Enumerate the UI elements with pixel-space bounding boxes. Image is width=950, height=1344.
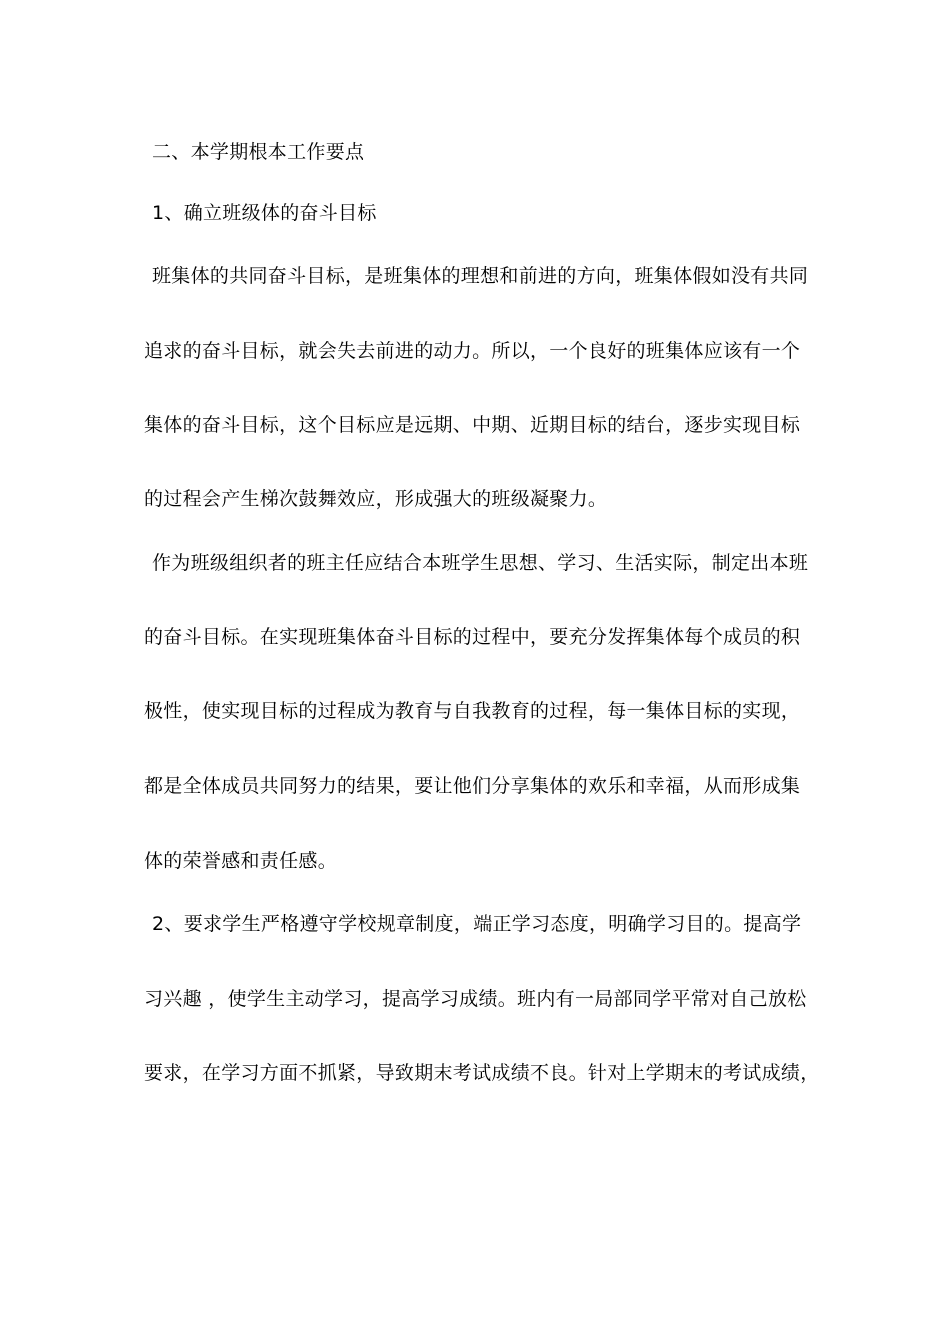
paragraph2-line1: 作为班级组织者的班主任应结合本班学生思想、学习、生活实际，制定出本班: [152, 552, 809, 574]
paragraph3-line2: 习兴趣 ，使学生主动学习，提高学习成绩。班内有一局部同学平常对自己放松: [144, 988, 807, 1010]
paragraph3-line1: 2、要求学生严格遵守学校规章制度，端正学习态度，明确学习目的。提高学: [152, 913, 802, 935]
paragraph1-line1: 班集体的共同奋斗目标，是班集体的理想和前进的方向，班集体假如没有共同: [152, 265, 809, 287]
paragraph2-line5: 体的荣誉感和责任感。: [144, 850, 338, 872]
paragraph1-line3: 集体的奋斗目标，这个目标应是远期、中期、近期目标的结台，逐步实现目标: [144, 414, 801, 436]
paragraph2-line2: 的奋斗目标。在实现班集体奋斗目标的过程中，要充分发挥集体每个成员的积: [144, 626, 801, 648]
paragraph1-line4: 的过程会产生梯次鼓舞效应，形成强大的班级凝聚力。: [144, 488, 608, 510]
paragraph2-line4: 都是全体成员共同努力的结果，要让他们分享集体的欢乐和幸福，从而形成集: [144, 775, 801, 797]
paragraph3-line3: 要求，在学习方面不抓紧，导致期末考试成绩不良。针对上学期末的考试成绩，: [144, 1062, 820, 1084]
item1-heading: 1、确立班级体的奋斗目标: [152, 202, 377, 224]
paragraph2-line3: 极性，使实现目标的过程成为教育与自我教育的过程，每一集体目标的实现，: [144, 700, 801, 722]
section-heading: 二、本学期根本工作要点: [152, 141, 365, 163]
paragraph1-line2: 追求的奋斗目标，就会失去前进的动力。所以，一个良好的班集体应该有一个: [144, 340, 801, 362]
